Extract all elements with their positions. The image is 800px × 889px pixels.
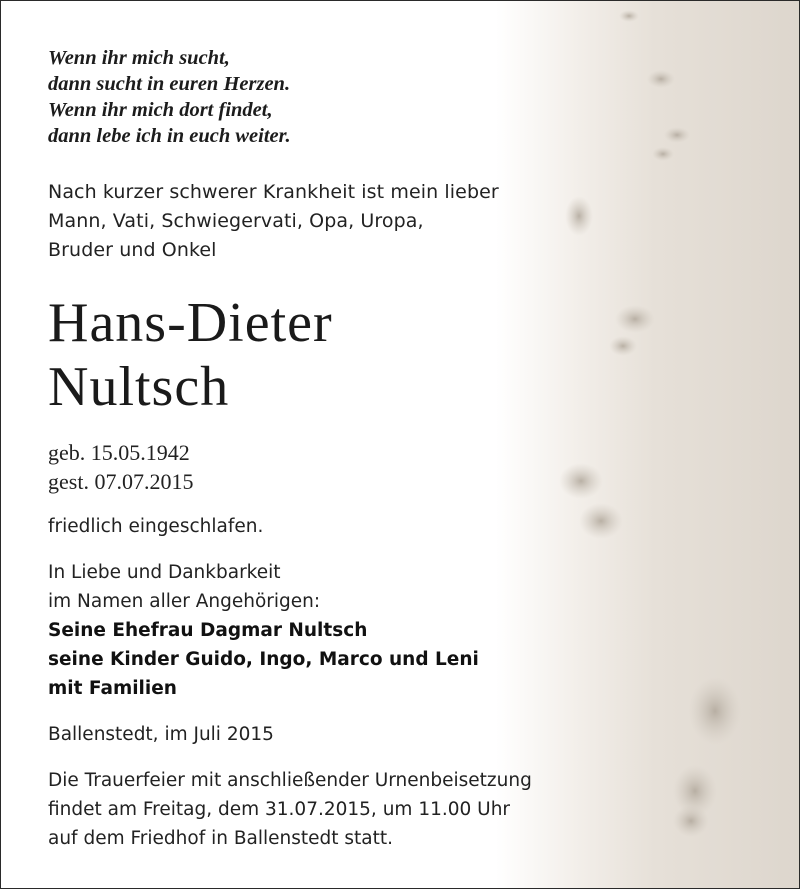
footprint <box>559 463 603 499</box>
footprint <box>579 503 623 539</box>
footprint <box>647 70 675 88</box>
dedication-line: im Namen aller Angehörigen: <box>48 591 321 612</box>
intro-text <box>48 178 499 265</box>
footprint <box>615 305 655 333</box>
obituary-body <box>48 512 532 853</box>
poem-line: dann sucht in euren Herzen. <box>48 73 291 95</box>
intro-line: Nach kurzer schwerer Krankheit ist mein lieber <box>48 181 499 203</box>
funeral-line: Die Trauerfeier mit anschließender Urnenbeisetzung <box>48 770 532 791</box>
family-line: Seine Ehefrau Dagmar Nultsch <box>48 620 368 641</box>
footprint-group <box>559 10 741 837</box>
footprint <box>673 805 709 837</box>
dedication-line: In Liebe und Dankbarkeit <box>48 562 281 583</box>
funeral-line: auf dem Friedhof in Ballenstedt statt. <box>48 828 394 849</box>
footprint <box>664 127 690 143</box>
footprint <box>689 677 741 745</box>
deceased-name <box>48 291 333 419</box>
poem <box>48 45 291 149</box>
family-line: seine Kinder Guido, Ingo, Marco und Leni <box>48 649 479 670</box>
life-dates <box>48 438 193 496</box>
last-name: Nultsch <box>48 356 230 418</box>
intro-line: Mann, Vati, Schwiegervati, Opa, Uropa, <box>48 210 424 232</box>
place-date: Ballenstedt, im Juli 2015 <box>48 724 274 745</box>
funeral-line: findet am Freitag, dem 31.07.2015, um 11.00 Uhr <box>48 799 511 820</box>
intro-line: Bruder und Onkel <box>48 239 217 261</box>
poem-line: Wenn ihr mich sucht, <box>48 47 230 69</box>
footprint <box>565 196 593 236</box>
birth-date: geb. 15.05.1942 <box>48 440 190 465</box>
family-line: mit Familien <box>48 678 177 699</box>
peaceful-note: friedlich eingeschlafen. <box>48 516 264 537</box>
footprint <box>619 10 639 22</box>
poem-line: dann lebe ich in euch weiter. <box>48 125 291 147</box>
poem-line: Wenn ihr mich dort findet, <box>48 99 273 121</box>
footprint <box>609 336 637 356</box>
footprint <box>652 147 674 161</box>
death-date: gest. 07.07.2015 <box>48 469 194 494</box>
first-name: Hans-Dieter <box>48 292 333 354</box>
